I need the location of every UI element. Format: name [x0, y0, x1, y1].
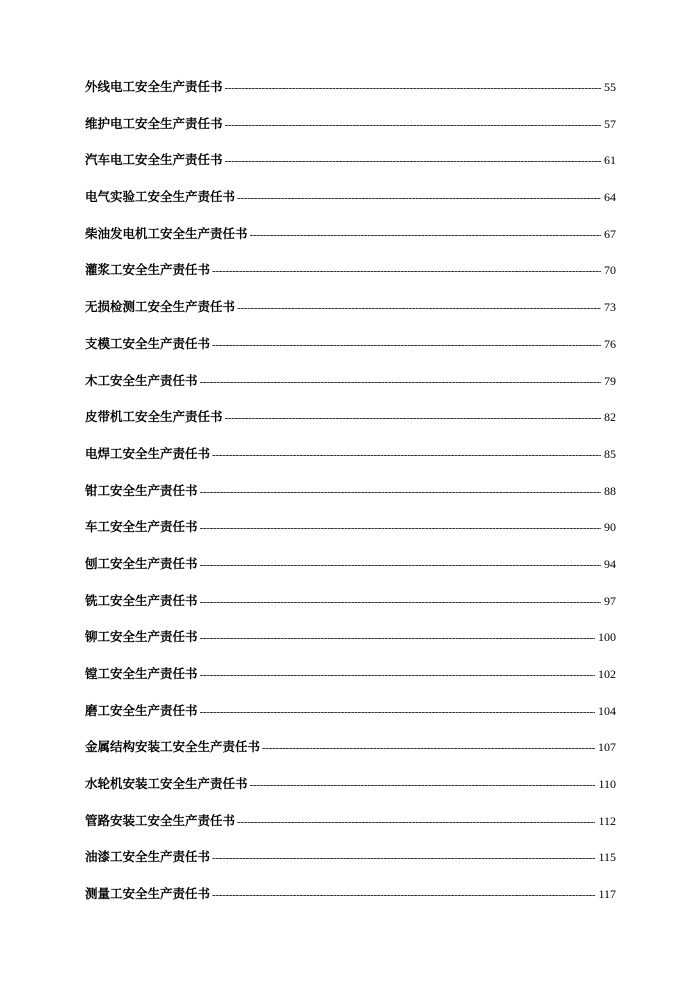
toc-leader-dots	[225, 83, 601, 94]
toc-entry[interactable]	[85, 847, 616, 884]
toc-entry-page-number: 61	[604, 153, 616, 168]
toc-entry-title: 无损检测工安全生产责任书	[85, 299, 236, 315]
toc-entry-page-number: 104	[598, 703, 616, 718]
toc-entry[interactable]	[85, 591, 616, 628]
toc-entry[interactable]	[85, 664, 616, 701]
toc-leader-dots	[200, 523, 601, 534]
toc-entry[interactable]	[85, 371, 616, 408]
toc-entry-title: 水轮机安装工安全生产责任书	[85, 776, 248, 792]
toc-entry-page-number: 79	[604, 373, 616, 388]
toc-entry-page-number: 64	[604, 190, 616, 205]
toc-entry-page-number: 82	[604, 410, 616, 425]
toc-entry-title: 油漆工安全生产责任书	[85, 849, 211, 865]
toc-entry-title: 柴油发电机工安全生产责任书	[85, 225, 248, 241]
toc-entry[interactable]	[85, 444, 616, 481]
toc-leader-dots	[200, 377, 601, 388]
toc-entry-title: 外线电工安全生产责任书	[85, 79, 223, 94]
toc-entry[interactable]	[85, 884, 616, 921]
toc-entry-page-number: 112	[598, 813, 616, 828]
toc-entry[interactable]	[85, 407, 616, 444]
toc-entry-page-number: 70	[604, 263, 616, 278]
toc-leader-dots	[212, 266, 601, 277]
toc-entry-title: 磨工安全生产责任书	[85, 702, 198, 718]
toc-entry-title: 电焊工安全生产责任书	[85, 445, 211, 461]
toc-leader-dots	[200, 597, 601, 608]
toc-entry-page-number: 94	[604, 556, 616, 571]
toc-entry[interactable]	[85, 150, 616, 187]
toc-leader-dots	[212, 450, 601, 461]
toc-entry[interactable]	[85, 297, 616, 334]
toc-entry[interactable]	[85, 260, 616, 297]
toc-entry-page-number: 115	[598, 850, 616, 865]
toc-entry-title: 木工安全生产责任书	[85, 372, 198, 388]
toc-leader-dots	[225, 120, 601, 131]
toc-entry-page-number: 57	[604, 116, 616, 131]
toc-entry[interactable]	[85, 701, 616, 738]
toc-entry[interactable]	[85, 114, 616, 151]
toc-entry-title: 测量工安全生产责任书	[85, 886, 211, 902]
toc-entry-title: 皮带机工安全生产责任书	[85, 409, 223, 425]
toc-entry-title: 灌浆工安全生产责任书	[85, 262, 211, 278]
toc-entry-page-number: 55	[604, 80, 616, 94]
toc-leader-dots	[225, 156, 601, 167]
toc-leader-dots	[237, 303, 601, 314]
toc-entry-title: 铣工安全生产责任书	[85, 592, 198, 608]
toc-entry[interactable]	[85, 554, 616, 591]
toc-entry-title: 刨工安全生产责任书	[85, 555, 198, 571]
toc-leader-dots	[200, 560, 601, 571]
toc-entry-title: 铆工安全生产责任书	[85, 629, 198, 645]
toc-entry-page-number: 97	[604, 593, 616, 608]
toc-leader-dots	[200, 633, 595, 644]
toc-entry-page-number: 67	[604, 226, 616, 241]
toc-entry-page-number: 90	[604, 520, 616, 535]
toc-entry-page-number: 102	[598, 667, 616, 681]
toc-entry-page-number: 117	[598, 887, 616, 902]
toc-entry[interactable]	[85, 774, 616, 811]
toc-entry[interactable]	[85, 334, 616, 371]
toc-entry-title: 电气实验工安全生产责任书	[85, 189, 236, 205]
toc-entry-title: 镗工安全生产责任书	[85, 666, 198, 681]
toc-entry-page-number: 85	[604, 446, 616, 461]
toc-entry-page-number: 76	[604, 336, 616, 351]
toc-leader-dots	[237, 193, 601, 204]
toc-leader-dots	[200, 670, 595, 681]
toc-entry-title: 钳工安全生产责任书	[85, 482, 198, 498]
toc-leader-dots	[250, 780, 596, 791]
toc-entry[interactable]	[85, 737, 616, 774]
toc-entry-page-number: 100	[598, 630, 616, 645]
toc-entry[interactable]	[85, 224, 616, 261]
toc-leader-dots	[200, 707, 595, 718]
toc-leader-dots	[212, 853, 595, 864]
toc-entry[interactable]	[85, 481, 616, 518]
table-of-contents	[85, 77, 616, 921]
toc-entry-title: 支模工安全生产责任书	[85, 335, 211, 351]
toc-entry-title: 汽车电工安全生产责任书	[85, 152, 223, 168]
toc-entry-page-number: 88	[604, 483, 616, 498]
toc-leader-dots	[200, 487, 601, 498]
toc-entry[interactable]	[85, 627, 616, 664]
toc-leader-dots	[212, 890, 595, 901]
toc-entry[interactable]	[85, 77, 616, 114]
toc-entry-page-number: 110	[598, 777, 616, 792]
toc-entry-page-number: 73	[604, 300, 616, 315]
toc-entry-title: 维护电工安全生产责任书	[85, 115, 223, 131]
toc-entry-title: 车工安全生产责任书	[85, 519, 198, 535]
toc-entry-title: 金属结构安装工安全生产责任书	[85, 739, 261, 755]
toc-entry[interactable]	[85, 811, 616, 848]
toc-entry[interactable]	[85, 187, 616, 224]
toc-leader-dots	[262, 743, 595, 754]
toc-entry-page-number: 107	[598, 740, 616, 755]
toc-leader-dots	[212, 340, 601, 351]
toc-leader-dots	[237, 817, 595, 828]
toc-leader-dots	[225, 413, 601, 424]
toc-entry[interactable]	[85, 517, 616, 554]
toc-leader-dots	[250, 230, 601, 241]
toc-entry-title: 管路安装工安全生产责任书	[85, 812, 236, 828]
